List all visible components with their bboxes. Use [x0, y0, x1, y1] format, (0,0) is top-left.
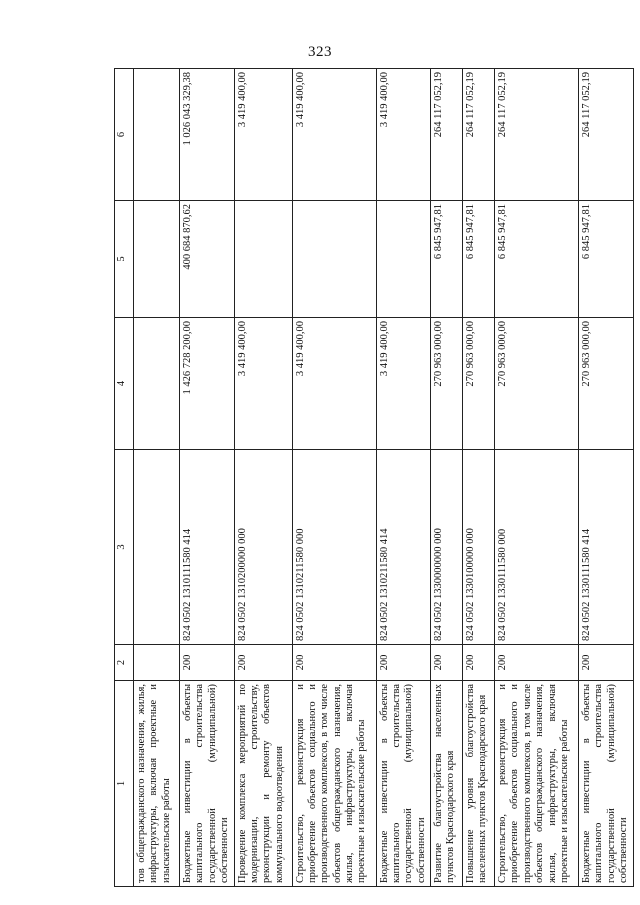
- row-name: Бюджетные инвестиции в объекты капитального строительства государственной (муниципальной) собственности: [579, 681, 634, 887]
- row-value-6: 3 419 400,00: [376, 69, 431, 201]
- row-value-6: 3 419 400,00: [292, 69, 376, 201]
- row-value-6: [134, 69, 180, 201]
- row-name: Бюджетные инвестиции в объекты капитального строительства государственной (муниципальной) собственности: [180, 681, 235, 887]
- row-code: 824 0502 1310200000 000: [234, 450, 292, 645]
- row-value-4: 270 963 000,00: [495, 318, 579, 450]
- table-row: [431, 69, 463, 887]
- rotated-table-wrapper: [114, 69, 630, 887]
- row-code: 824 0502 1310211580 000: [292, 450, 376, 645]
- row-group: 200: [579, 645, 634, 681]
- row-group: 200: [180, 645, 235, 681]
- column-header-3: 3: [115, 450, 134, 645]
- row-name: Бюджетные инвестиции в объекты капитального строительства государственной (муниципальной) собственности: [376, 681, 431, 887]
- row-code: 824 0502 1330100000 000: [463, 450, 495, 645]
- row-value-5: 6 845 947,81: [495, 201, 579, 318]
- row-value-4: 270 963 000,00: [431, 318, 463, 450]
- row-value-4: 3 419 400,00: [234, 318, 292, 450]
- row-code: 824 0502 1330111580 000: [495, 450, 579, 645]
- table-row: [376, 69, 431, 887]
- row-value-5: [292, 201, 376, 318]
- row-value-5: [376, 201, 431, 318]
- table-row: [234, 69, 292, 887]
- row-name: Строительство, реконструкция и приобретение объектов социального и производственного комплексов, в том числе объектов общегражданского назначения, жилья, инфраструктуры, включая проектные и изыскательские работы: [495, 681, 579, 887]
- row-value-5: [134, 201, 180, 318]
- row-value-4: 3 419 400,00: [376, 318, 431, 450]
- row-value-5: [234, 201, 292, 318]
- row-group: 200: [431, 645, 463, 681]
- row-name: Проведение комплекса мероприятий по модернизации, строительству, реконструкции и ремонту объектов коммунального водоотведения: [234, 681, 292, 887]
- row-name: Развитие благоустройства населенных пунктов Краснодарского края: [431, 681, 463, 887]
- table-row: [579, 69, 634, 887]
- table-row: [292, 69, 376, 887]
- row-code: 824 0502 1330111580 414: [579, 450, 634, 645]
- row-value-6: 1 026 043 329,38: [180, 69, 235, 201]
- row-value-4: 1 426 728 200,00: [180, 318, 235, 450]
- row-name: тов общегражданского назначения, жилья, инфраструктуры, включая проектные и изыскательские работы: [134, 681, 180, 887]
- row-value-6: 264 117 052,19: [495, 69, 579, 201]
- column-header-4: 4: [115, 318, 134, 450]
- row-value-4: 270 963 000,00: [463, 318, 495, 450]
- column-header-1: 1: [115, 681, 134, 887]
- row-code: 824 0502 1310211580 414: [376, 450, 431, 645]
- row-value-6: 3 419 400,00: [234, 69, 292, 201]
- column-header-6: 6: [115, 69, 134, 201]
- table-row: [134, 69, 180, 887]
- column-number-row: [115, 69, 134, 887]
- row-value-5: 400 684 870,62: [180, 201, 235, 318]
- row-group: [134, 645, 180, 681]
- row-name: Строительство, реконструкция и приобретение объектов социального и производственного комплексов, в том числе объектов общегражданского назначения, жилья, инфраструктуры, включая проектные и изыскательские работы: [292, 681, 376, 887]
- row-group: 200: [376, 645, 431, 681]
- row-value-4: [134, 318, 180, 450]
- table-row: [180, 69, 235, 887]
- row-value-5: 6 845 947,81: [579, 201, 634, 318]
- row-value-6: 264 117 052,19: [463, 69, 495, 201]
- row-value-5: 6 845 947,81: [431, 201, 463, 318]
- row-group: 200: [495, 645, 579, 681]
- row-code: 824 0502 1330000000 000: [431, 450, 463, 645]
- row-value-5: 6 845 947,81: [463, 201, 495, 318]
- row-value-4: 270 963 000,00: [579, 318, 634, 450]
- page-number: 323: [308, 44, 332, 60]
- column-header-2: 2: [115, 645, 134, 681]
- table-row: [495, 69, 579, 887]
- row-code: [134, 450, 180, 645]
- row-name: Повышение уровня благоустройства населенных пунктов Краснодарского края: [463, 681, 495, 887]
- row-group: 200: [234, 645, 292, 681]
- table-row: [463, 69, 495, 887]
- row-code: 824 0502 1310111580 414: [180, 450, 235, 645]
- budget-table: [114, 68, 634, 887]
- row-value-4: 3 419 400,00: [292, 318, 376, 450]
- row-value-6: 264 117 052,19: [431, 69, 463, 201]
- row-value-6: 264 117 052,19: [579, 69, 634, 201]
- row-group: 200: [463, 645, 495, 681]
- column-header-5: 5: [115, 201, 134, 318]
- row-group: 200: [292, 645, 376, 681]
